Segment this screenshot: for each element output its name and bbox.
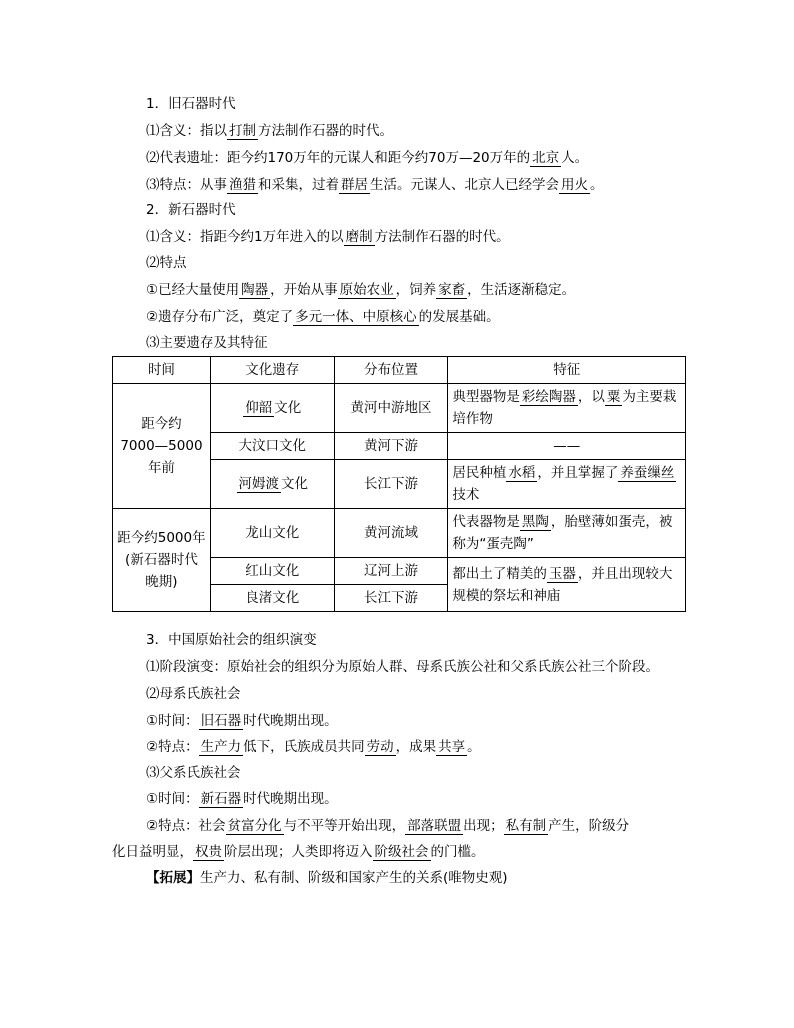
- matriarchal-time: ①时间： 旧石器 时代晚期出现。: [146, 713, 338, 729]
- culture-cell: 仰韶 文化: [210, 384, 334, 433]
- table-header: 特征: [448, 357, 686, 384]
- culture-cell: 良渚文化: [210, 585, 334, 612]
- feature-cell: ——: [448, 433, 686, 460]
- period-cell: 距今约5000年 (新石器时代 晚期): [113, 509, 211, 612]
- sec3-stages: ⑴阶段演变：原始社会的组织分为原始人群、母系氏族公社和父系氏族公社三个阶段。: [146, 659, 659, 675]
- sec1-sites: ⑵代表遗址：距今约170万年的元谋人和距今约70万—20万年的 北京 人。: [146, 150, 589, 166]
- culture-cell: 河姆渡 文化: [210, 460, 334, 509]
- location-cell: 辽河上游: [334, 558, 448, 585]
- sec2-point-2: ②遗存分布广泛，奠定了 多元一体、中原核心 的发展基础。: [146, 309, 500, 325]
- sec1-title: 1．旧石器时代: [146, 96, 236, 112]
- sec2-remains-title: ⑶主要遗存及其特征: [146, 335, 268, 351]
- sec2-features-title: ⑵特点: [146, 255, 187, 271]
- feature-cell: 居民种植 水稻 ，并且掌握了 养蚕缫丝技术: [448, 460, 686, 509]
- table-header: 分布位置: [334, 357, 448, 384]
- location-cell: 长江下游: [334, 585, 448, 612]
- matriarchal-title: ⑵母系氏族社会: [146, 686, 241, 702]
- culture-cell: 大汶口文化: [210, 433, 334, 460]
- feature-cell: 典型器物是 彩绘陶器 ，以 粟 为主要栽培作物: [448, 384, 686, 433]
- table-row: [113, 384, 686, 433]
- table-header-row: [113, 357, 686, 384]
- period-cell: 距今约 7000—5000 年前: [113, 384, 211, 509]
- patriarchal-title: ⑶父系氏族社会: [146, 765, 241, 781]
- sec3-title: 3．中国原始社会的组织演变: [146, 632, 317, 648]
- culture-cell: 红山文化: [210, 558, 334, 585]
- feature-cell: 都出土了精美的 玉器 ，并且出现较大规模的祭坛和神庙: [448, 558, 686, 612]
- location-cell: 黄河下游: [334, 433, 448, 460]
- table-header: 文化遗存: [210, 357, 334, 384]
- patriarchal-features: ②特点：社会 贫富分化 与不平等开始出现， 部落联盟 出现； 私有制 产生，阶级分: [146, 818, 630, 834]
- extension-note: 【拓展】生产力、私有制、阶级和国家产生的关系(唯物史观): [146, 870, 508, 886]
- table-header: 时间: [113, 357, 211, 384]
- location-cell: 黄河流域: [334, 509, 448, 558]
- sec2-title: 2．新石器时代: [146, 202, 236, 218]
- location-cell: 长江下游: [334, 460, 448, 509]
- remains-table: [112, 356, 686, 612]
- sec2-definition: ⑴含义：指距今约1万年进入的以 磨制 方法制作石器的时代。: [146, 229, 510, 245]
- matriarchal-features: ②特点： 生产力 低下，氏族成员共同 劳动 ，成果 共享 。: [146, 739, 481, 755]
- table-row: [113, 509, 686, 558]
- location-cell: 黄河中游地区: [334, 384, 448, 433]
- feature-cell: 代表器物是 黑陶 ，胎壁薄如蛋壳，被称为“蛋壳陶”: [448, 509, 686, 558]
- sec2-point-1: ①已经大量使用 陶器 ，开始从事 原始农业 ，饲养 家畜 ，生活逐渐稳定。: [146, 282, 576, 298]
- extension-tag: 【拓展】: [146, 870, 200, 886]
- patriarchal-time: ①时间： 新石器 时代晚期出现。: [146, 791, 338, 807]
- culture-cell: 龙山文化: [210, 509, 334, 558]
- sec1-definition: ⑴含义：指以 打制 方法制作石器的时代。: [146, 123, 393, 139]
- patriarchal-features-cont: 化日益明显， 权贵 阶层出现；人类即将迈入 阶级社会 的门槛。: [112, 844, 485, 860]
- sec1-features: ⑶特点：从事 渔猎 和采集，过着 群居 生活。元谋人、北京人已经学会 用火 。: [146, 177, 604, 193]
